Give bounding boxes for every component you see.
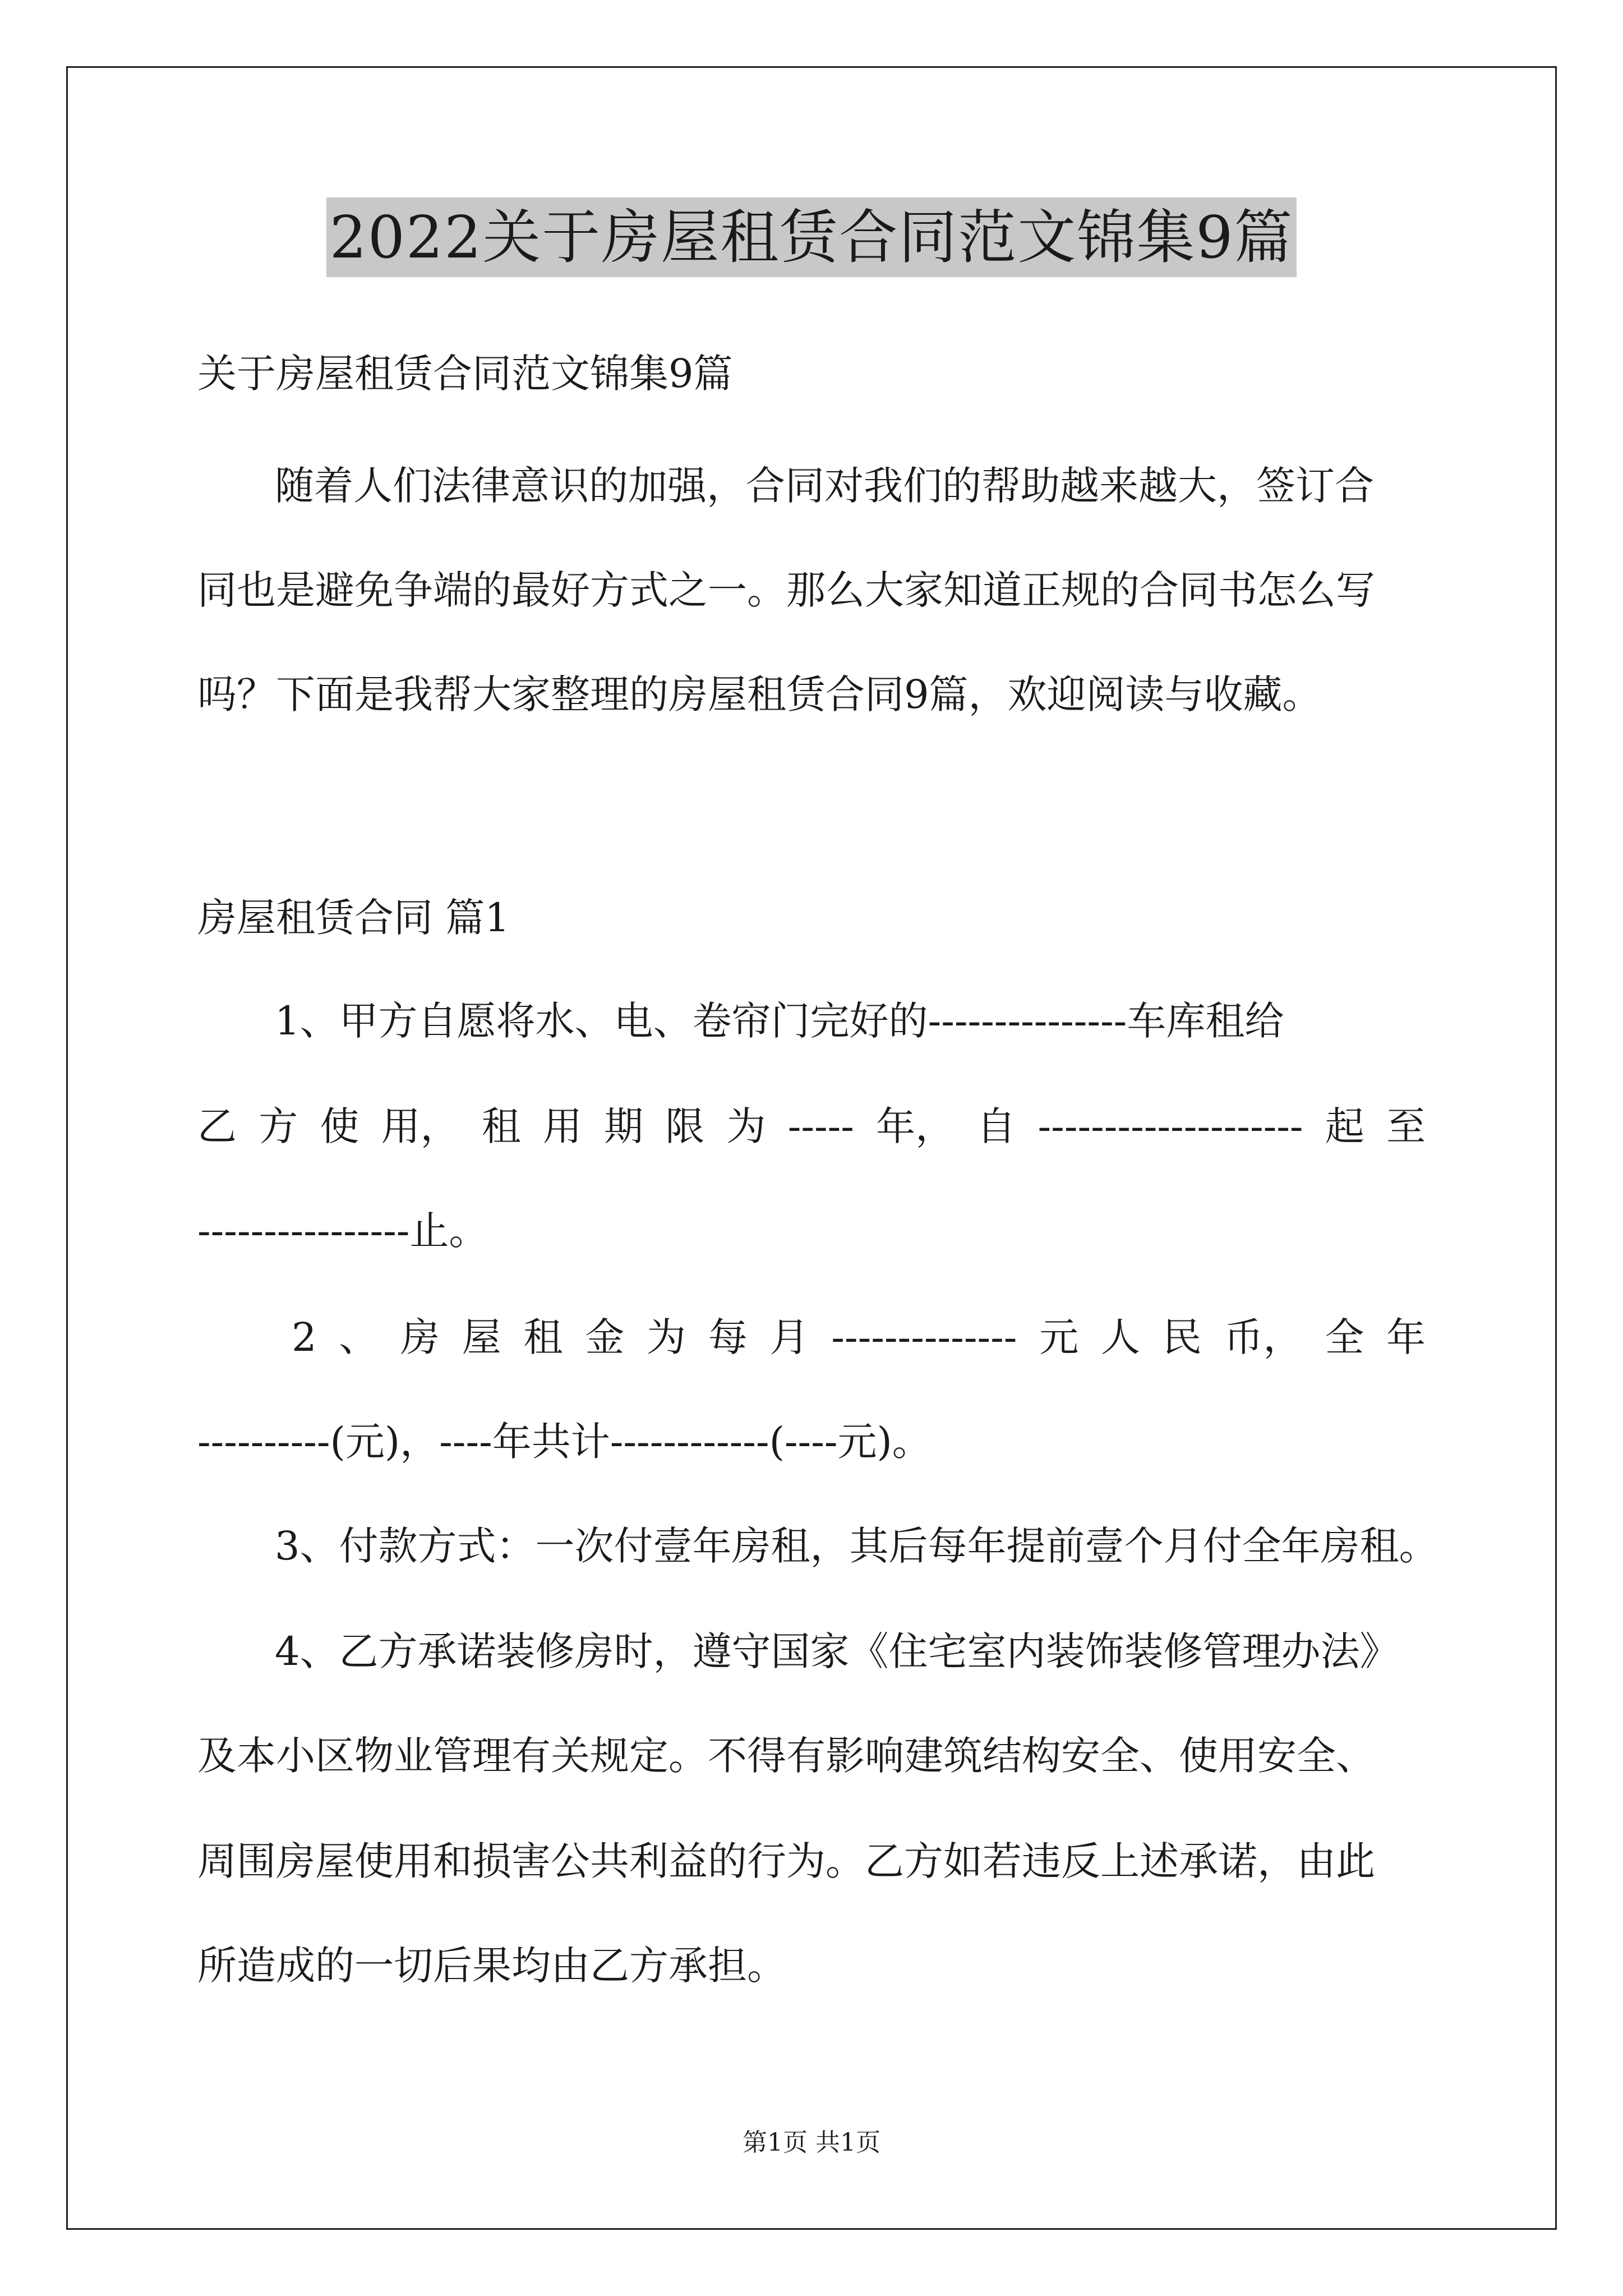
intro-line-1: 随着人们法律意识的加强，合同对我们的帮助越来越大，签订合 — [275, 463, 1374, 509]
clause1-line2-part: 年， — [876, 1103, 955, 1149]
clause1-line2-part: 至 — [1386, 1103, 1426, 1149]
clause2-line1-part: 全 — [1325, 1314, 1364, 1360]
clause2-line1-part: 、 — [339, 1314, 379, 1360]
clause1-line2-part: 乙 — [197, 1103, 237, 1149]
clause2-line1-part: -------------- — [831, 1314, 1017, 1360]
clause1-line-1: 1、甲方自愿将水、电、卷帘门完好的---------------车库租给 — [275, 998, 1284, 1044]
clause4-line-1: 4、乙方承诺装修房时，遵守国家《住宅室内装饰装修管理办法》 — [275, 1628, 1399, 1674]
clause2-line1-part: 币， — [1224, 1314, 1303, 1360]
clause2-line1-part: 租 — [523, 1314, 563, 1360]
document-title: 2022关于房屋租赁合同范文锦集9篇 — [326, 197, 1297, 277]
clause1-line2-part: 方 — [259, 1103, 298, 1149]
intro-line-2: 同也是避免争端的最好方式之一。那么大家知道正规的合同书怎么写 — [197, 567, 1375, 613]
clause2-line1-part: 房 — [400, 1314, 440, 1360]
clause1-line2-part: 用 — [542, 1103, 582, 1149]
clause1-line2-part: 租 — [481, 1103, 521, 1149]
intro-line-3: 吗？下面是我帮大家整理的房屋租赁合同9篇，欢迎阅读与收藏。 — [197, 671, 1322, 717]
clause1-line2-part: 为 — [726, 1103, 766, 1149]
clause4-line-4: 所造成的一切后果均由乙方承担。 — [197, 1943, 786, 1989]
clause4-line-3: 周围房屋使用和损害公共利益的行为。乙方如若违反上述承诺，由此 — [197, 1838, 1375, 1884]
clause1-line2-part: 用， — [381, 1103, 460, 1149]
clause1-line2-part: 限 — [665, 1103, 705, 1149]
clause1-line2-part: 自 — [976, 1103, 1016, 1149]
clause2-line1-part: 人 — [1100, 1314, 1140, 1360]
clause3: 3、付款方式：一次付壹年房租，其后每年提前壹个月付全年房租。 — [275, 1523, 1438, 1569]
clause2-line1-part: 屋 — [462, 1314, 501, 1360]
document-subtitle: 关于房屋租赁合同范文锦集9篇 — [197, 351, 733, 397]
clause2-line1-part: 每 — [708, 1314, 748, 1360]
clause2-line1-part: 为 — [647, 1314, 686, 1360]
clause2-line1-part: 民 — [1162, 1314, 1202, 1360]
clause2-line-2: ----------(元)，----年共计------------(----元)。 — [197, 1419, 932, 1465]
clause2-line-1 — [292, 1309, 1426, 1365]
clause2-line1-part: 金 — [585, 1314, 625, 1360]
title-wrap — [0, 197, 1623, 277]
clause2-line1-part: 年 — [1386, 1314, 1426, 1360]
clause1-line2-part: 起 — [1325, 1103, 1364, 1149]
clause4-line-2: 及本小区物业管理有关规定。不得有影响建筑结构安全、使用安全、 — [197, 1733, 1375, 1779]
clause2-line1-part: 元 — [1039, 1314, 1079, 1360]
clause1-line-3: ----------------止。 — [197, 1208, 488, 1254]
clause1-line2-part: 期 — [604, 1103, 644, 1149]
clause2-line1-part: 月 — [769, 1314, 809, 1360]
clause2-line1-part: 2 — [292, 1314, 317, 1360]
clause1-line-2 — [197, 1098, 1426, 1154]
clause1-line2-part: -------------------- — [1038, 1103, 1303, 1149]
clause1-line2-part: ----- — [787, 1103, 854, 1149]
clause1-line2-part: 使 — [320, 1103, 359, 1149]
page-footer: 第1页 共1页 — [743, 2128, 880, 2157]
section-heading: 房屋租赁合同 篇1 — [197, 895, 510, 941]
